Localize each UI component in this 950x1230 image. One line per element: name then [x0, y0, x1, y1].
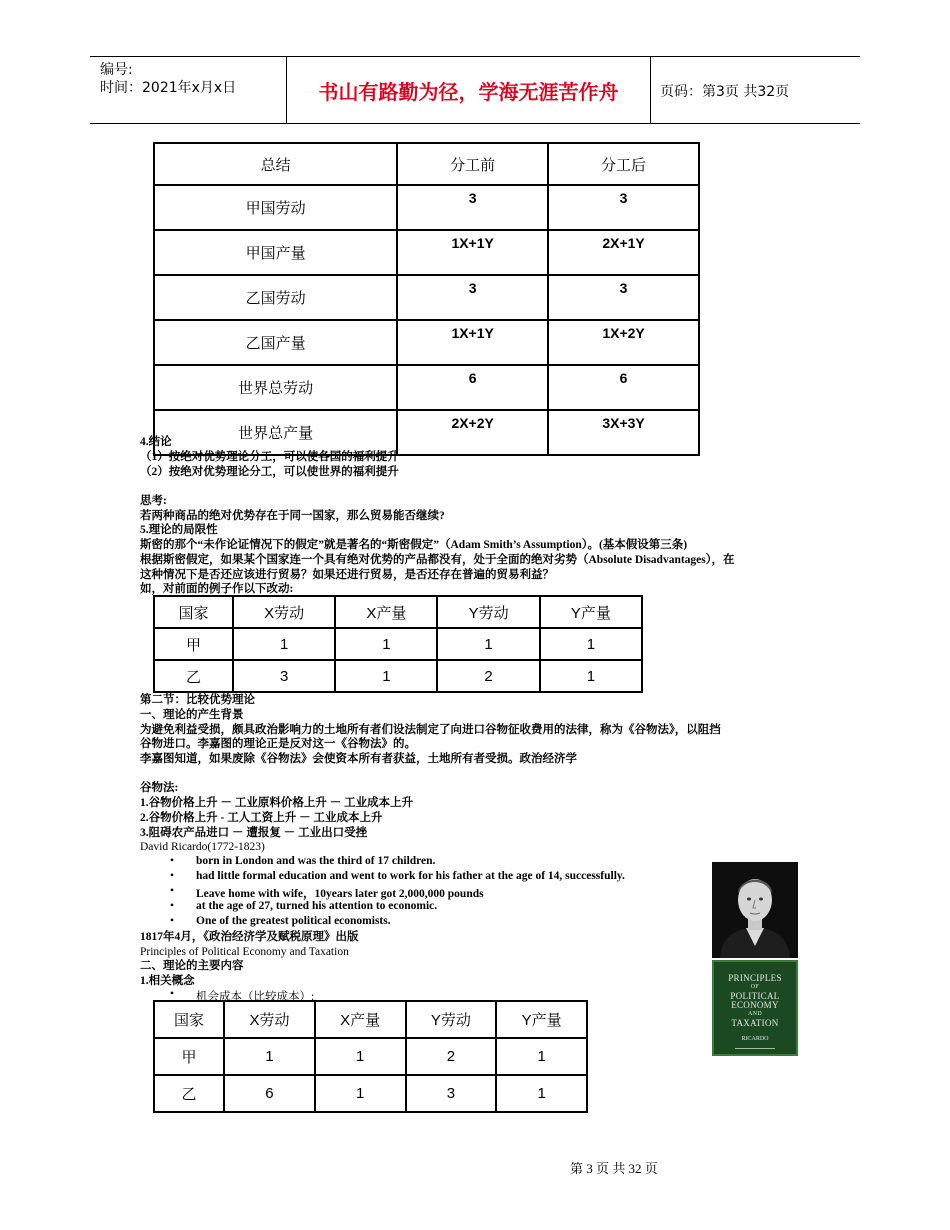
text-line: 谷物法:: [140, 782, 179, 794]
table-row: [154, 1075, 587, 1112]
list-item: Leave home with wife，10years later got 2,000,000 pounds: [196, 888, 484, 900]
table-header-row: [154, 596, 642, 628]
table-cell: 乙国劳动: [154, 275, 397, 320]
table-cell: 2: [406, 1038, 497, 1075]
table-cell: 2X+1Y: [548, 230, 699, 275]
table-cell: 1: [224, 1038, 315, 1075]
table-header-cell: X产量: [315, 1001, 406, 1038]
table-cell: 世界总劳动: [154, 365, 397, 410]
list-item: 机会成本（比较成本）:: [196, 991, 315, 1003]
page-footer: 第 3 页 共 32 页: [570, 1161, 658, 1176]
table-cell: 6: [548, 365, 699, 410]
ricardo-portrait: [712, 862, 798, 958]
time-label: 时间：2021年x月x日: [100, 80, 237, 96]
table-cell: 甲国劳动: [154, 185, 397, 230]
code-label: 编号:: [100, 62, 133, 78]
table-cell: 3: [406, 1075, 497, 1112]
table-cell: 甲国产量: [154, 230, 397, 275]
list-item: had little formal education and went to work for his father at the age of 14, successfully.: [196, 870, 625, 882]
text-line: 这种情况下是否还应该进行贸易？如果还进行贸易，是否还存在普遍的贸易利益？: [140, 569, 554, 581]
table-cell: 1: [540, 660, 642, 692]
book-cover-image: [712, 960, 798, 1056]
list-item: at the age of 27, turned his attention to economic.: [196, 900, 438, 912]
book-title: PRINCIPLES OF POLITICAL ECONOMY AND TAXATION: [728, 973, 782, 1028]
text-line: 李嘉图知道，如果废除《谷物法》会使资本所有者获益，土地所有者受损。政治经济学: [140, 753, 577, 765]
table-header-cell: Y产量: [540, 596, 642, 628]
subsection-heading: 二、理论的主要内容: [140, 960, 244, 972]
opportunity-cost-table: [153, 1000, 588, 1113]
page-header: [90, 56, 860, 124]
table-cell: 3X+3Y: [548, 410, 699, 455]
table-header-cell: 国家: [154, 1001, 224, 1038]
list-item: One of the greatest political economists.: [196, 915, 391, 927]
table-cell: 乙: [154, 660, 233, 692]
text-line: 1.谷物价格上升 － 工业原料价格上升 － 工业成本上升: [140, 797, 414, 809]
limitations-heading: 5.理论的局限性: [140, 524, 218, 536]
subsection-heading: 一、理论的产生背景: [140, 709, 244, 721]
text-line: 为避免利益受损，颇具政治影响力的土地所有者们设法制定了向进口谷物征收费用的法律，称为《谷物法》，以阻挡: [140, 724, 721, 736]
text-line: David Ricardo(1772-1823): [140, 841, 265, 853]
table-row: [154, 320, 699, 365]
modified-example-table: [153, 595, 643, 693]
bullet-glyph: •: [170, 870, 175, 882]
table-row: [154, 1038, 587, 1075]
table-cell: 甲: [154, 1038, 224, 1075]
text-line: 如，对前面的例子作以下改动:: [140, 583, 294, 595]
table-header-cell: 分工前: [397, 143, 548, 185]
text-line: Principles of Political Economy and Taxation: [140, 946, 349, 958]
table-cell: 3: [397, 275, 548, 320]
table-cell: 乙国产量: [154, 320, 397, 365]
table-header-cell: Y劳动: [406, 1001, 497, 1038]
text-line: 谷物进口。李嘉图的理论正是反对这一《谷物法》的。: [140, 738, 416, 750]
header-divider: [650, 57, 651, 123]
table-header-cell: Y产量: [496, 1001, 587, 1038]
table-cell: 1: [496, 1038, 587, 1075]
bullet-glyph: •: [170, 988, 175, 1000]
table-header-row: [154, 143, 699, 185]
bullet-glyph: •: [170, 855, 175, 867]
header-meta: [100, 61, 236, 97]
table-header-row: [154, 1001, 587, 1038]
book-author: RICARDO: [741, 1036, 769, 1042]
section-heading: 第二节：比较优势理论: [140, 694, 255, 706]
portrait-drawing: [712, 862, 798, 958]
text-line: 2.谷物价格上升 - 工人工资上升 － 工业成本上升: [140, 812, 383, 824]
table-cell: 1: [496, 1075, 587, 1112]
table-cell: 2: [437, 660, 539, 692]
table-row: [154, 660, 642, 692]
table-cell: 3: [397, 185, 548, 230]
table-cell: 1X+1Y: [397, 230, 548, 275]
table-cell: 1: [233, 628, 335, 660]
table-row: [154, 185, 699, 230]
text-line: 1817年4月，《政治经济学及赋税原理》出版: [140, 931, 359, 943]
text-line: （2）按绝对优势理论分工，可以使世界的福利提升: [140, 466, 399, 478]
table-cell: 1X+2Y: [548, 320, 699, 365]
table-cell: 3: [233, 660, 335, 692]
table-cell: 1X+1Y: [397, 320, 548, 365]
book-divider: [735, 1048, 775, 1049]
table-header-cell: Y劳动: [437, 596, 539, 628]
table-cell: 1: [315, 1038, 406, 1075]
table-header-cell: 分工后: [548, 143, 699, 185]
text-line: 1.相关概念: [140, 975, 195, 987]
table-header-cell: X劳动: [224, 1001, 315, 1038]
table-header-cell: X劳动: [233, 596, 335, 628]
table-cell: 乙: [154, 1075, 224, 1112]
motto: 书山有路勤为径，学海无涯苦作舟: [318, 79, 619, 104]
table-cell: 1: [540, 628, 642, 660]
table-row: [154, 628, 642, 660]
table-cell: 6: [397, 365, 548, 410]
text-line: （1）按绝对优势理论分工，可以使各国的福利提升: [140, 451, 399, 463]
table-cell: 1: [335, 628, 437, 660]
page-label: 页码：第3页 共32页: [660, 84, 790, 100]
bullet-glyph: •: [170, 885, 175, 897]
table-row: [154, 365, 699, 410]
table-header-cell: 国家: [154, 596, 233, 628]
table-cell: 世界总产量: [154, 410, 397, 455]
text-line: 根据斯密假定，如果某个国家连一个具有绝对优势的产品都没有，处于全面的绝对劣势（Absolute Disadvantages），在: [140, 554, 735, 566]
table-cell: 3: [548, 275, 699, 320]
bullet-glyph: •: [170, 915, 175, 927]
table-cell: 6: [224, 1075, 315, 1112]
list-item: born in London and was the third of 17 children.: [196, 855, 436, 867]
table-header-cell: X产量: [335, 596, 437, 628]
table-row: [154, 275, 699, 320]
table-row: [154, 410, 699, 455]
table-cell: 甲: [154, 628, 233, 660]
conclusion-heading: 4.结论: [140, 436, 172, 448]
text-line: 思考:: [140, 495, 167, 507]
table-header-cell: 总结: [154, 143, 397, 185]
text-line: 3.阻碍农产品进口 － 遭报复 － 工业出口受挫: [140, 827, 368, 839]
summary-table: [153, 142, 700, 456]
table-row: [154, 230, 699, 275]
table-cell: 1: [335, 660, 437, 692]
text-line: 若两种商品的绝对优势存在于同一国家，那么贸易能否继续?: [140, 510, 445, 522]
table-cell: 1: [315, 1075, 406, 1112]
table-cell: 3: [548, 185, 699, 230]
text-line: 斯密的那个“未作论证情况下的假定”就是著名的“斯密假定”（Adam Smith’s Assumption）。(基本假设第三条): [140, 539, 688, 551]
table-cell: 1: [437, 628, 539, 660]
table-cell: 2X+2Y: [397, 410, 548, 455]
bullet-glyph: •: [170, 900, 175, 912]
